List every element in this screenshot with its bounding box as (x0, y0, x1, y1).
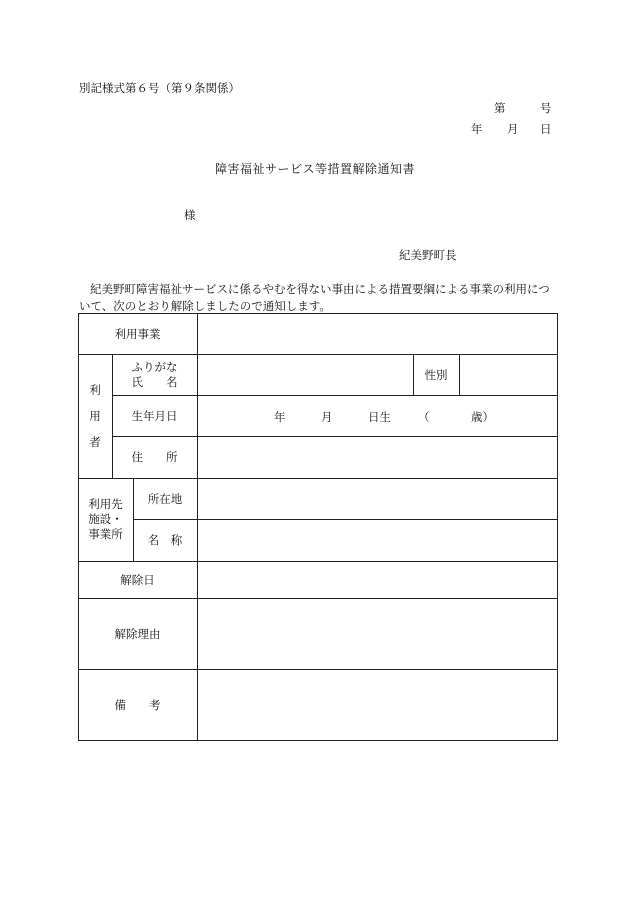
doc-number-prefix: 第 (494, 101, 506, 115)
facility-name-field[interactable] (198, 520, 557, 561)
release-date-label: 解除日 (120, 572, 155, 587)
sender: 紀美野町長 (399, 248, 457, 262)
user-group-char: 者 (89, 435, 101, 449)
release-date-field[interactable] (198, 562, 557, 598)
address-label: 住 所 (131, 450, 178, 464)
dob-label: 生年月日 (131, 408, 178, 423)
location-field[interactable] (198, 479, 557, 519)
notice-body-text: 紀美野町障害福祉サービスに係るやむを得ない事由による措置要綱による事業の利用について、次のとおり解除しましたので通知します。 (79, 282, 550, 313)
release-reason-label: 解除理由 (114, 626, 161, 641)
furigana-label: ふりがな (131, 359, 178, 374)
remarks-field[interactable] (198, 670, 557, 740)
age-open-paren: （ (418, 410, 430, 424)
facility-group-label (78, 478, 133, 561)
release-reason-field[interactable] (198, 599, 557, 669)
date-month-label: 月 (507, 122, 519, 136)
dob-month-label: 月 (321, 410, 333, 424)
dob-year-label: 年 (274, 410, 286, 424)
facility-name-label: 名 称 (147, 533, 183, 547)
address-field[interactable] (198, 437, 557, 478)
user-group-char: 用 (89, 409, 101, 423)
facility-group-line: 施設・ (88, 512, 123, 526)
age-label: 歳） (471, 410, 494, 424)
facility-group-line: 利用先 (88, 497, 123, 511)
addressee-honorific: 様 (184, 208, 196, 222)
name-field[interactable] (198, 355, 413, 395)
remarks-label: 備 考 (114, 698, 161, 712)
user-group-label (78, 354, 112, 478)
form-reference: 別記様式第６号（第９条関係） (79, 81, 240, 95)
location-label: 所在地 (147, 491, 183, 506)
service-field[interactable] (198, 314, 557, 354)
date-year-label: 年 (471, 122, 483, 136)
doc-number-suffix: 号 (540, 101, 552, 115)
document-title: 障害福祉サービス等措置解除通知書 (214, 162, 415, 176)
date-day-label: 日 (540, 122, 552, 136)
user-group-char: 利 (89, 383, 101, 397)
gender-label: 性別 (424, 367, 448, 382)
name-label: 氏 名 (131, 374, 178, 389)
dob-field[interactable] (198, 396, 557, 436)
facility-group-line: 事業所 (88, 527, 123, 541)
name-label-cell (112, 354, 197, 395)
dob-day-label: 日生 (368, 410, 391, 424)
gender-field[interactable] (460, 355, 557, 395)
service-label: 利用事業 (114, 326, 161, 341)
